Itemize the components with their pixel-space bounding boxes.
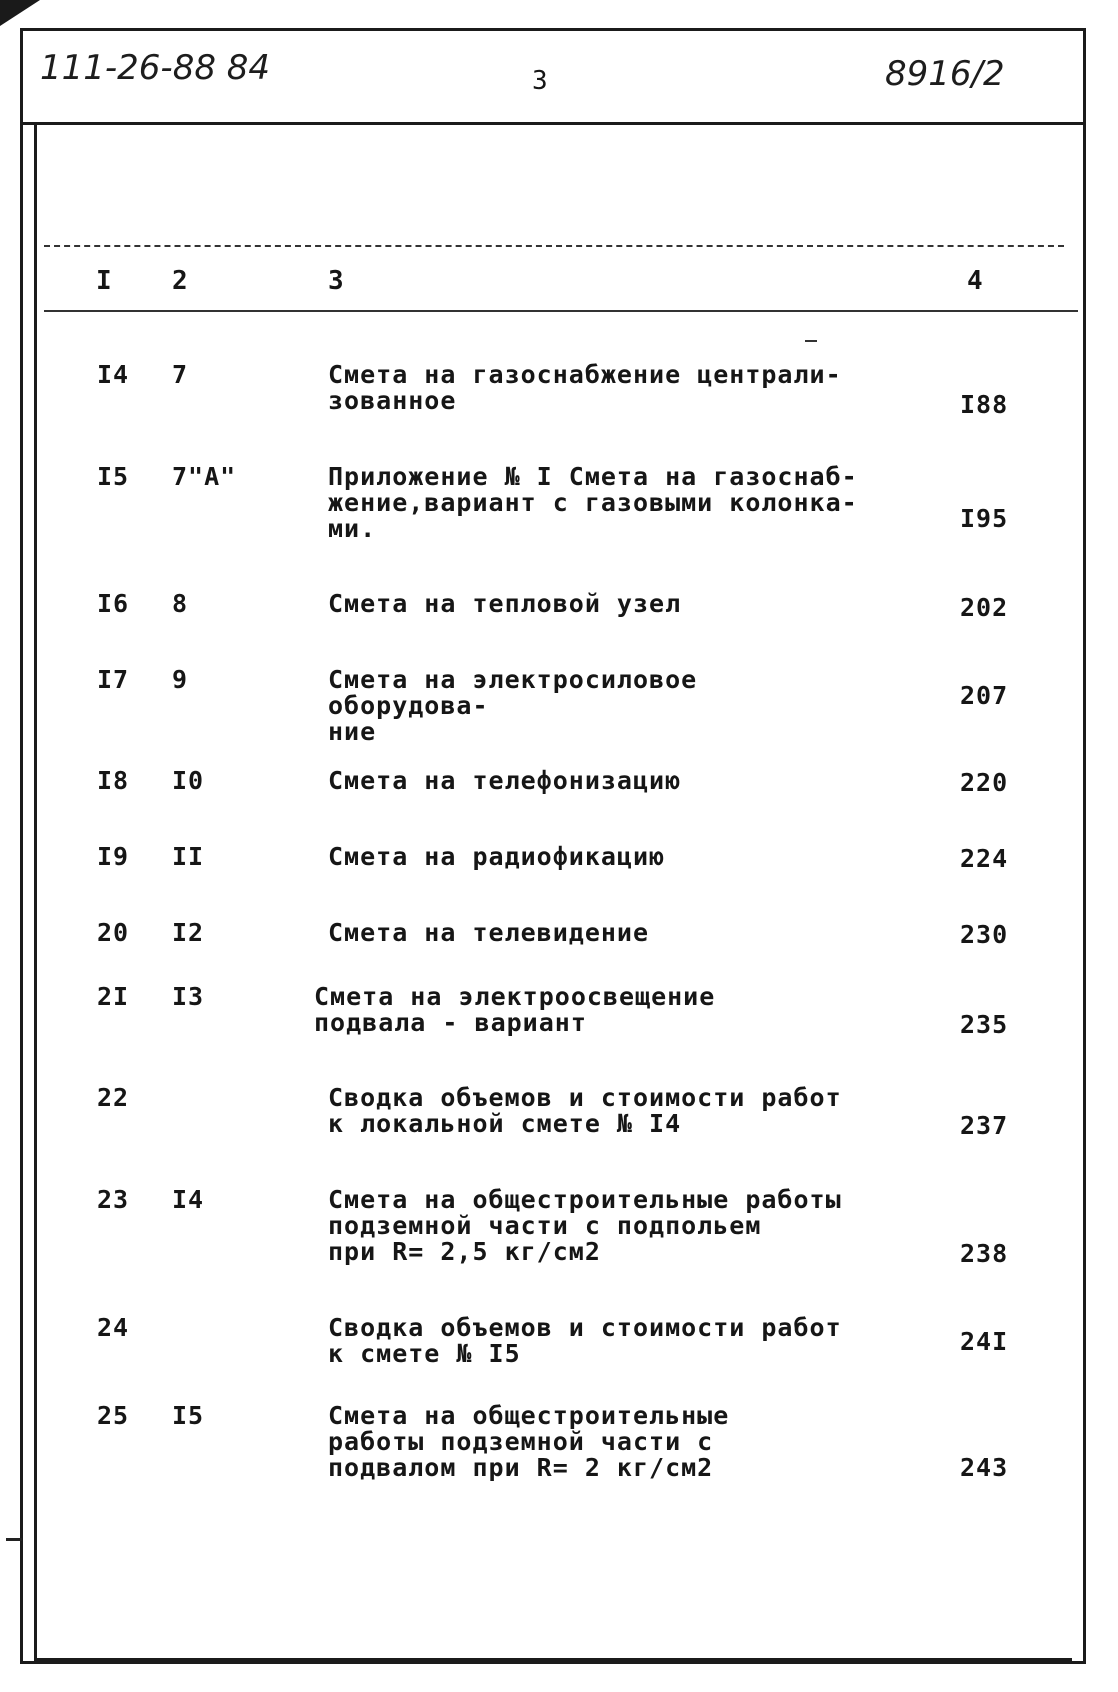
estimate-title: Сводка объемов и стоимости работ к смете № I5 bbox=[328, 1313, 842, 1368]
margin-tick bbox=[805, 340, 817, 342]
row-number: I4 bbox=[97, 360, 130, 389]
estimate-title: Смета на электросиловое оборудова- ние bbox=[328, 665, 698, 746]
page-ref: 202 bbox=[960, 593, 1009, 622]
estimate-number: I3 bbox=[172, 982, 205, 1011]
table-header-rule bbox=[44, 310, 1078, 312]
page-ref: I88 bbox=[960, 390, 1009, 419]
page-ref: 224 bbox=[960, 844, 1009, 873]
estimate-title: Смета на телевидение bbox=[328, 918, 650, 947]
row-number: 23 bbox=[97, 1185, 130, 1214]
row-number: 25 bbox=[97, 1401, 130, 1430]
estimate-number: 7"А" bbox=[172, 462, 237, 491]
corner-mark bbox=[0, 0, 40, 26]
estimate-title: Смета на тепловой узел bbox=[328, 589, 682, 618]
sheet-code: 8916/2 bbox=[885, 54, 1005, 94]
row-number: 22 bbox=[97, 1083, 130, 1112]
estimate-number: 7 bbox=[172, 360, 189, 389]
estimate-title: Смета на общестроительные работы подземной части с подпольем при R= 2,5 кг/см2 bbox=[328, 1185, 842, 1266]
page-number: 3 bbox=[532, 66, 548, 96]
estimate-number: I5 bbox=[172, 1401, 205, 1430]
page-ref: 237 bbox=[960, 1111, 1009, 1140]
row-number: 20 bbox=[97, 918, 130, 947]
row-number: I5 bbox=[97, 462, 130, 491]
page-ref: 220 bbox=[960, 768, 1009, 797]
row-number: 2I bbox=[97, 982, 130, 1011]
page-ref: 243 bbox=[960, 1453, 1009, 1482]
estimate-title: Смета на газоснабжение централи- зованное bbox=[328, 360, 842, 415]
page-ref: 238 bbox=[960, 1239, 1009, 1268]
page-ref: I95 bbox=[960, 504, 1009, 533]
column-header-2: 2 bbox=[172, 266, 188, 296]
estimate-number: I0 bbox=[172, 766, 205, 795]
estimate-number: I4 bbox=[172, 1185, 205, 1214]
row-number: I7 bbox=[97, 665, 130, 694]
estimate-number: 9 bbox=[172, 665, 189, 694]
side-mark bbox=[6, 1538, 22, 1541]
table-top-rule bbox=[44, 245, 1064, 247]
row-number: I9 bbox=[97, 842, 130, 871]
row-number: I6 bbox=[97, 589, 130, 618]
estimate-title: Смета на радиофикацию bbox=[328, 842, 666, 871]
estimate-number: II bbox=[172, 842, 205, 871]
estimate-title: Смета на телефонизацию bbox=[328, 766, 682, 795]
page-ref: 235 bbox=[960, 1010, 1009, 1039]
estimate-title: Сводка объемов и стоимости работ к локальной смете № I4 bbox=[328, 1083, 842, 1138]
column-header-3: 3 bbox=[328, 266, 344, 296]
page-ref: 24I bbox=[960, 1327, 1009, 1356]
estimate-number: I2 bbox=[172, 918, 205, 947]
page-ref: 207 bbox=[960, 681, 1009, 710]
row-number: 24 bbox=[97, 1313, 130, 1342]
column-header-1: I bbox=[96, 266, 112, 296]
row-number: I8 bbox=[97, 766, 130, 795]
estimate-title: Приложение № I Смета на газоснаб- жение,вариант с газовыми колонка- ми. bbox=[328, 462, 858, 543]
estimate-title: Смета на электроосвещение подвала - вариант bbox=[314, 982, 716, 1037]
page-ref: 230 bbox=[960, 920, 1009, 949]
doc-number: 111-26-88 84 bbox=[40, 48, 271, 88]
estimate-number: 8 bbox=[172, 589, 189, 618]
estimate-title: Смета на общестроительные работы подземной части с подвалом при R= 2 кг/см2 bbox=[328, 1401, 730, 1482]
column-header-4: 4 bbox=[967, 266, 983, 296]
